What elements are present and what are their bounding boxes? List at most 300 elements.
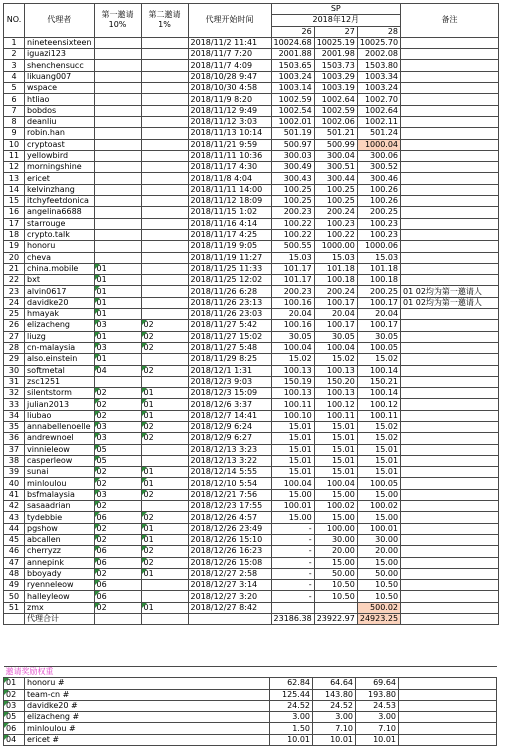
- bonus-day-27: 7.10: [313, 723, 356, 734]
- row-no: 37: [4, 444, 25, 455]
- row-no: 26: [4, 320, 25, 331]
- sp-day-26: -: [271, 534, 314, 545]
- start-time: 2018/12/10 5:54: [188, 478, 271, 489]
- first-invite-code: 06: [94, 591, 141, 602]
- table-row: [4, 105, 499, 116]
- start-time: 2018/11/15 1:02: [188, 207, 271, 218]
- second-invite-code: [141, 139, 188, 150]
- second-invite-code: [141, 376, 188, 387]
- start-time: 2018/11/7 7:20: [188, 49, 271, 60]
- sp-day-27: 100.25: [314, 196, 357, 207]
- start-time: 2018/12/3 9:03: [188, 376, 271, 387]
- sp-day-28: 10.50: [357, 591, 400, 602]
- sp-day-28: 300.52: [357, 162, 400, 173]
- table-row: [4, 196, 499, 207]
- sp-day-26: 100.16: [271, 320, 314, 331]
- bonus-day-26: 125.44: [270, 689, 313, 700]
- sp-day-27: 1002.59: [314, 105, 357, 116]
- sp-day-28: 300.06: [357, 150, 400, 161]
- first-invite-code: 02: [94, 388, 141, 399]
- header-second-invite-label: 第二邀请: [148, 10, 181, 20]
- row-note: [401, 275, 499, 286]
- start-time: 2018/11/27 5:42: [188, 320, 271, 331]
- table-row: [4, 275, 499, 286]
- agent-name: abcallen: [25, 534, 95, 545]
- row-no: 29: [4, 354, 25, 365]
- start-time: 2018/11/25 11:33: [188, 263, 271, 274]
- first-invite-code: 02: [94, 534, 141, 545]
- sp-day-27: 101.18: [314, 263, 357, 274]
- row-no: 18: [4, 229, 25, 240]
- sp-day-28: 100.26: [357, 184, 400, 195]
- row-no: 28: [4, 342, 25, 353]
- row-no: 39: [4, 467, 25, 478]
- second-invite-code: [141, 128, 188, 139]
- sp-day-28: 101.18: [357, 263, 400, 274]
- header-day-28: 28: [357, 26, 400, 37]
- agent-name: minloulou: [25, 478, 95, 489]
- row-note: [401, 229, 499, 240]
- sp-day-28: 100.18: [357, 275, 400, 286]
- sp-day-26: 100.25: [271, 184, 314, 195]
- bonus-day-27: 10.01: [313, 734, 356, 745]
- agent-name: morningshine: [25, 162, 95, 173]
- table-row: [4, 37, 499, 48]
- first-invite-code: 01: [94, 297, 141, 308]
- row-note: [401, 523, 499, 534]
- start-time: 2018/12/26 23:49: [188, 523, 271, 534]
- sp-day-26: 500.55: [271, 241, 314, 252]
- second-invite-code: [141, 444, 188, 455]
- sp-day-27: 501.21: [314, 128, 357, 139]
- row-no: 15: [4, 196, 25, 207]
- bonus-day-28: 69.64: [356, 678, 399, 689]
- start-time: 2018/11/17 4:30: [188, 162, 271, 173]
- table-row: [4, 207, 499, 218]
- table-row: [4, 354, 499, 365]
- first-invite-code: 06: [94, 546, 141, 557]
- second-invite-code: [141, 591, 188, 602]
- sp-day-28: 100.05: [357, 342, 400, 353]
- sp-day-27: 150.20: [314, 376, 357, 387]
- sp-day-28: 1002.64: [357, 105, 400, 116]
- agent-name: bxt: [25, 275, 95, 286]
- second-invite-code: [141, 196, 188, 207]
- sp-day-27: 15.00: [314, 512, 357, 523]
- start-time: 2018/11/19 11:27: [188, 252, 271, 263]
- sp-day-27: 100.12: [314, 399, 357, 410]
- second-invite-code: [141, 173, 188, 184]
- sp-day-27: 1003.19: [314, 83, 357, 94]
- row-no: 43: [4, 512, 25, 523]
- bonus-name: elizacheng #: [25, 712, 270, 723]
- sp-day-28: 20.00: [357, 546, 400, 557]
- agent-name: bsfmalaysia: [25, 489, 95, 500]
- sp-day-26: 1503.65: [271, 60, 314, 71]
- row-no: 46: [4, 546, 25, 557]
- second-invite-code: 01: [141, 602, 188, 613]
- first-invite-code: 02: [94, 467, 141, 478]
- sp-day-28: 30.05: [357, 331, 400, 342]
- row-note: [401, 399, 499, 410]
- start-time: 2018/11/9 8:20: [188, 94, 271, 105]
- sp-day-27: 100.00: [314, 523, 357, 534]
- agent-rows: [4, 37, 499, 613]
- bonus-note: [399, 678, 497, 689]
- total-empty-cell: [94, 614, 141, 625]
- row-note: [401, 421, 499, 432]
- agent-name: bobdos: [25, 105, 95, 116]
- second-invite-code: 02: [141, 320, 188, 331]
- header-start-time: 代理开始时间: [188, 4, 271, 38]
- bonus-day-28: 3.00: [356, 712, 399, 723]
- sp-day-28: 1003.24: [357, 83, 400, 94]
- first-invite-code: 02: [94, 568, 141, 579]
- bonus-row: [4, 689, 497, 700]
- row-note: [401, 354, 499, 365]
- first-invite-code: [94, 49, 141, 60]
- agent-name: hmayak: [25, 309, 95, 320]
- bonus-row: [4, 734, 497, 745]
- agent-name: softmetal: [25, 365, 95, 376]
- agent-name: yellowbird: [25, 150, 95, 161]
- row-note: [401, 116, 499, 127]
- table-row: [4, 433, 499, 444]
- table-row: [4, 501, 499, 512]
- bonus-row: [4, 723, 497, 734]
- start-time: 2018/12/27 8:42: [188, 602, 271, 613]
- sp-day-27: 100.22: [314, 229, 357, 240]
- agent-name: annepink: [25, 557, 95, 568]
- first-invite-code: [94, 218, 141, 229]
- sp-day-27: 100.25: [314, 184, 357, 195]
- sp-day-27: 500.99: [314, 139, 357, 150]
- sp-day-27: 1003.29: [314, 71, 357, 82]
- sp-day-26: 15.02: [271, 354, 314, 365]
- first-invite-code: 01: [94, 354, 141, 365]
- first-invite-code: [94, 116, 141, 127]
- sp-day-27: 1503.73: [314, 60, 357, 71]
- row-no: 8: [4, 116, 25, 127]
- first-invite-code: [94, 94, 141, 105]
- sp-day-27: 1000.00: [314, 241, 357, 252]
- row-no: 48: [4, 568, 25, 579]
- sp-day-26: 200.23: [271, 286, 314, 297]
- start-time: 2018/12/26 16:23: [188, 546, 271, 557]
- sp-day-27: 100.11: [314, 410, 357, 421]
- agent-name: honoru: [25, 241, 95, 252]
- start-time: 2018/11/2 11:41: [188, 37, 271, 48]
- row-no: 51: [4, 602, 25, 613]
- sp-day-26: 100.25: [271, 196, 314, 207]
- sp-day-28: 10.50: [357, 580, 400, 591]
- sp-day-28: 1503.80: [357, 60, 400, 71]
- table-row: [4, 139, 499, 150]
- sp-day-28: 100.14: [357, 365, 400, 376]
- row-no: 11: [4, 150, 25, 161]
- second-invite-code: 01: [141, 467, 188, 478]
- sp-day-28: 15.01: [357, 444, 400, 455]
- bonus-code: 06: [4, 723, 25, 734]
- row-note: [401, 331, 499, 342]
- start-time: 2018/12/6 3:37: [188, 399, 271, 410]
- row-no: 20: [4, 252, 25, 263]
- start-time: 2018/11/11 10:36: [188, 150, 271, 161]
- table-row: [4, 399, 499, 410]
- row-no: 4: [4, 71, 25, 82]
- bonus-name: honoru #: [25, 678, 270, 689]
- row-note: [401, 218, 499, 229]
- agent-name: tydebbie: [25, 512, 95, 523]
- second-invite-code: [141, 71, 188, 82]
- agent-name: also.einstein: [25, 354, 95, 365]
- sp-day-27: 300.44: [314, 173, 357, 184]
- row-no: 42: [4, 501, 25, 512]
- sp-day-26: 501.19: [271, 128, 314, 139]
- bonus-code: 05: [4, 712, 25, 723]
- second-invite-code: 02: [141, 365, 188, 376]
- first-invite-code: 02: [94, 501, 141, 512]
- sp-day-28: 501.24: [357, 128, 400, 139]
- bonus-day-28: 10.01: [356, 734, 399, 745]
- agent-name: elizacheng: [25, 320, 95, 331]
- row-note: [401, 173, 499, 184]
- second-invite-code: 02: [141, 489, 188, 500]
- sp-day-27: 15.01: [314, 433, 357, 444]
- sp-day-27: 100.17: [314, 297, 357, 308]
- sp-day-26: 100.16: [271, 297, 314, 308]
- sp-day-26: 101.17: [271, 263, 314, 274]
- sp-day-28: 100.14: [357, 388, 400, 399]
- sp-day-28: 15.02: [357, 433, 400, 444]
- first-invite-code: 02: [94, 602, 141, 613]
- total-empty-cell: [188, 614, 271, 625]
- table-row: [4, 173, 499, 184]
- second-invite-code: [141, 229, 188, 240]
- bonus-name: davidke20 #: [25, 700, 270, 711]
- row-note: [401, 139, 499, 150]
- sp-day-26: 15.01: [271, 467, 314, 478]
- header-second-invite-pct: 1%: [158, 20, 171, 30]
- start-time: 2018/12/23 17:55: [188, 501, 271, 512]
- second-invite-code: [141, 105, 188, 116]
- sp-day-27: 15.02: [314, 354, 357, 365]
- bonus-row: [4, 678, 497, 689]
- table-row: [4, 602, 499, 613]
- row-no: 21: [4, 263, 25, 274]
- second-invite-code: [141, 150, 188, 161]
- row-note: [401, 489, 499, 500]
- start-time: 2018/12/26 15:10: [188, 534, 271, 545]
- first-invite-code: [94, 60, 141, 71]
- agent-name: liuzg: [25, 331, 95, 342]
- row-note: [401, 320, 499, 331]
- sp-day-26: 150.19: [271, 376, 314, 387]
- sp-day-28: 15.00: [357, 557, 400, 568]
- sp-day-28: 20.04: [357, 309, 400, 320]
- row-note: [401, 501, 499, 512]
- table-row: [4, 297, 499, 308]
- second-invite-code: [141, 207, 188, 218]
- header-day-27: 27: [314, 26, 357, 37]
- sp-day-27: 20.00: [314, 546, 357, 557]
- table-row: [4, 162, 499, 173]
- agent-name: zmx: [25, 602, 95, 613]
- second-invite-code: [141, 580, 188, 591]
- sp-day-28: 500.02: [357, 602, 400, 613]
- sp-day-28: 100.11: [357, 410, 400, 421]
- sp-day-26: 10024.68: [271, 37, 314, 48]
- agent-name: sasaadrian: [25, 501, 95, 512]
- header-first-invite: [94, 4, 141, 38]
- second-invite-code: 01: [141, 478, 188, 489]
- agent-table: [3, 3, 499, 625]
- agent-name: zsc1251: [25, 376, 95, 387]
- row-note: [401, 546, 499, 557]
- sp-day-28: 15.02: [357, 421, 400, 432]
- second-invite-code: [141, 49, 188, 60]
- table-row: [4, 49, 499, 60]
- agent-name: cheva: [25, 252, 95, 263]
- total-note-cell: [401, 614, 499, 625]
- row-note: [401, 94, 499, 105]
- agent-name: sunai: [25, 467, 95, 478]
- first-invite-code: 03: [94, 433, 141, 444]
- row-no: 41: [4, 489, 25, 500]
- sp-day-27: 100.17: [314, 320, 357, 331]
- start-time: 2018/11/8 4:04: [188, 173, 271, 184]
- bonus-day-26: 10.01: [270, 734, 313, 745]
- agent-name: cn-malaysia: [25, 342, 95, 353]
- agent-name: silentstorm: [25, 388, 95, 399]
- sp-day-28: 10025.70: [357, 37, 400, 48]
- sp-day-27: 15.01: [314, 455, 357, 466]
- sp-day-26: 1003.14: [271, 83, 314, 94]
- table-row: [4, 309, 499, 320]
- sp-day-26: 2001.88: [271, 49, 314, 60]
- agent-name: bboyady: [25, 568, 95, 579]
- agent-name: alvin0617: [25, 286, 95, 297]
- row-no: 32: [4, 388, 25, 399]
- sp-day-26: 101.17: [271, 275, 314, 286]
- header-first-invite-label: 第一邀请: [101, 10, 134, 20]
- sp-day-28: 1003.34: [357, 71, 400, 82]
- bonus-day-26: 24.52: [270, 700, 313, 711]
- agent-name: crypto.talk: [25, 229, 95, 240]
- table-row: [4, 421, 499, 432]
- table-row: [4, 410, 499, 421]
- sp-day-27: 100.02: [314, 501, 357, 512]
- bonus-note: [399, 700, 497, 711]
- start-time: 2018/12/13 3:23: [188, 444, 271, 455]
- sp-day-28: 30.00: [357, 534, 400, 545]
- second-invite-code: [141, 94, 188, 105]
- header-second-invite: [141, 4, 188, 38]
- sp-day-27: 100.04: [314, 342, 357, 353]
- first-invite-code: [94, 105, 141, 116]
- table-row: [4, 218, 499, 229]
- header-notes: 备注: [401, 4, 499, 38]
- sp-day-26: 15.00: [271, 512, 314, 523]
- bonus-day-26: 1.50: [270, 723, 313, 734]
- table-row: [4, 591, 499, 602]
- header-sp: SP: [271, 4, 401, 15]
- agent-name: ryenneleow: [25, 580, 95, 591]
- sp-day-26: 100.10: [271, 410, 314, 421]
- table-row: [4, 467, 499, 478]
- sp-day-26: -: [271, 580, 314, 591]
- bonus-code: 01: [4, 678, 25, 689]
- sp-day-28: 2002.08: [357, 49, 400, 60]
- start-time: 2018/12/27 2:58: [188, 568, 271, 579]
- first-invite-code: 04: [94, 365, 141, 376]
- second-invite-code: [141, 455, 188, 466]
- sp-day-28: 100.12: [357, 399, 400, 410]
- sp-day-28: 50.00: [357, 568, 400, 579]
- row-no: 49: [4, 580, 25, 591]
- bonus-title-row: [4, 667, 497, 678]
- first-invite-code: [94, 207, 141, 218]
- table-row: [4, 331, 499, 342]
- agent-name: cherryzz: [25, 546, 95, 557]
- agent-name: shenchensucc: [25, 60, 95, 71]
- agent-name: ericet: [25, 173, 95, 184]
- table-row: [4, 489, 499, 500]
- row-no: 44: [4, 523, 25, 534]
- second-invite-code: [141, 501, 188, 512]
- sp-day-27: 100.23: [314, 218, 357, 229]
- sp-day-26: 20.04: [271, 309, 314, 320]
- row-note: [401, 568, 499, 579]
- sp-day-27: 15.00: [314, 557, 357, 568]
- row-no: 7: [4, 105, 25, 116]
- table-row: [4, 94, 499, 105]
- sp-day-26: -: [271, 568, 314, 579]
- bonus-note: [399, 734, 497, 745]
- row-no: 6: [4, 94, 25, 105]
- bonus-day-28: 7.10: [356, 723, 399, 734]
- sp-day-26: 15.01: [271, 421, 314, 432]
- bonus-day-26: 62.84: [270, 678, 313, 689]
- sp-day-28: 150.21: [357, 376, 400, 387]
- second-invite-code: 02: [141, 421, 188, 432]
- sp-day-26: 100.11: [271, 399, 314, 410]
- row-note: [401, 534, 499, 545]
- sp-day-26: 100.13: [271, 365, 314, 376]
- sp-day-28: 15.03: [357, 252, 400, 263]
- start-time: 2018/12/9 6:27: [188, 433, 271, 444]
- second-invite-code: 02: [141, 512, 188, 523]
- agent-name: pgshow: [25, 523, 95, 534]
- total-no-cell: [4, 614, 25, 625]
- row-no: 47: [4, 557, 25, 568]
- table-row: [4, 252, 499, 263]
- table-row: [4, 263, 499, 274]
- sp-day-26: 15.01: [271, 433, 314, 444]
- table-row: [4, 444, 499, 455]
- sp-day-26: 300.49: [271, 162, 314, 173]
- start-time: 2018/12/27 3:20: [188, 591, 271, 602]
- total-day-27: 23922.97: [314, 614, 357, 625]
- start-time: 2018/12/3 15:09: [188, 388, 271, 399]
- second-invite-code: 01: [141, 523, 188, 534]
- header-agent: 代理者: [25, 4, 95, 38]
- bonus-day-27: 3.00: [313, 712, 356, 723]
- row-note: [401, 60, 499, 71]
- row-note: [401, 150, 499, 161]
- start-time: 2018/11/13 10:14: [188, 128, 271, 139]
- table-row: [4, 455, 499, 466]
